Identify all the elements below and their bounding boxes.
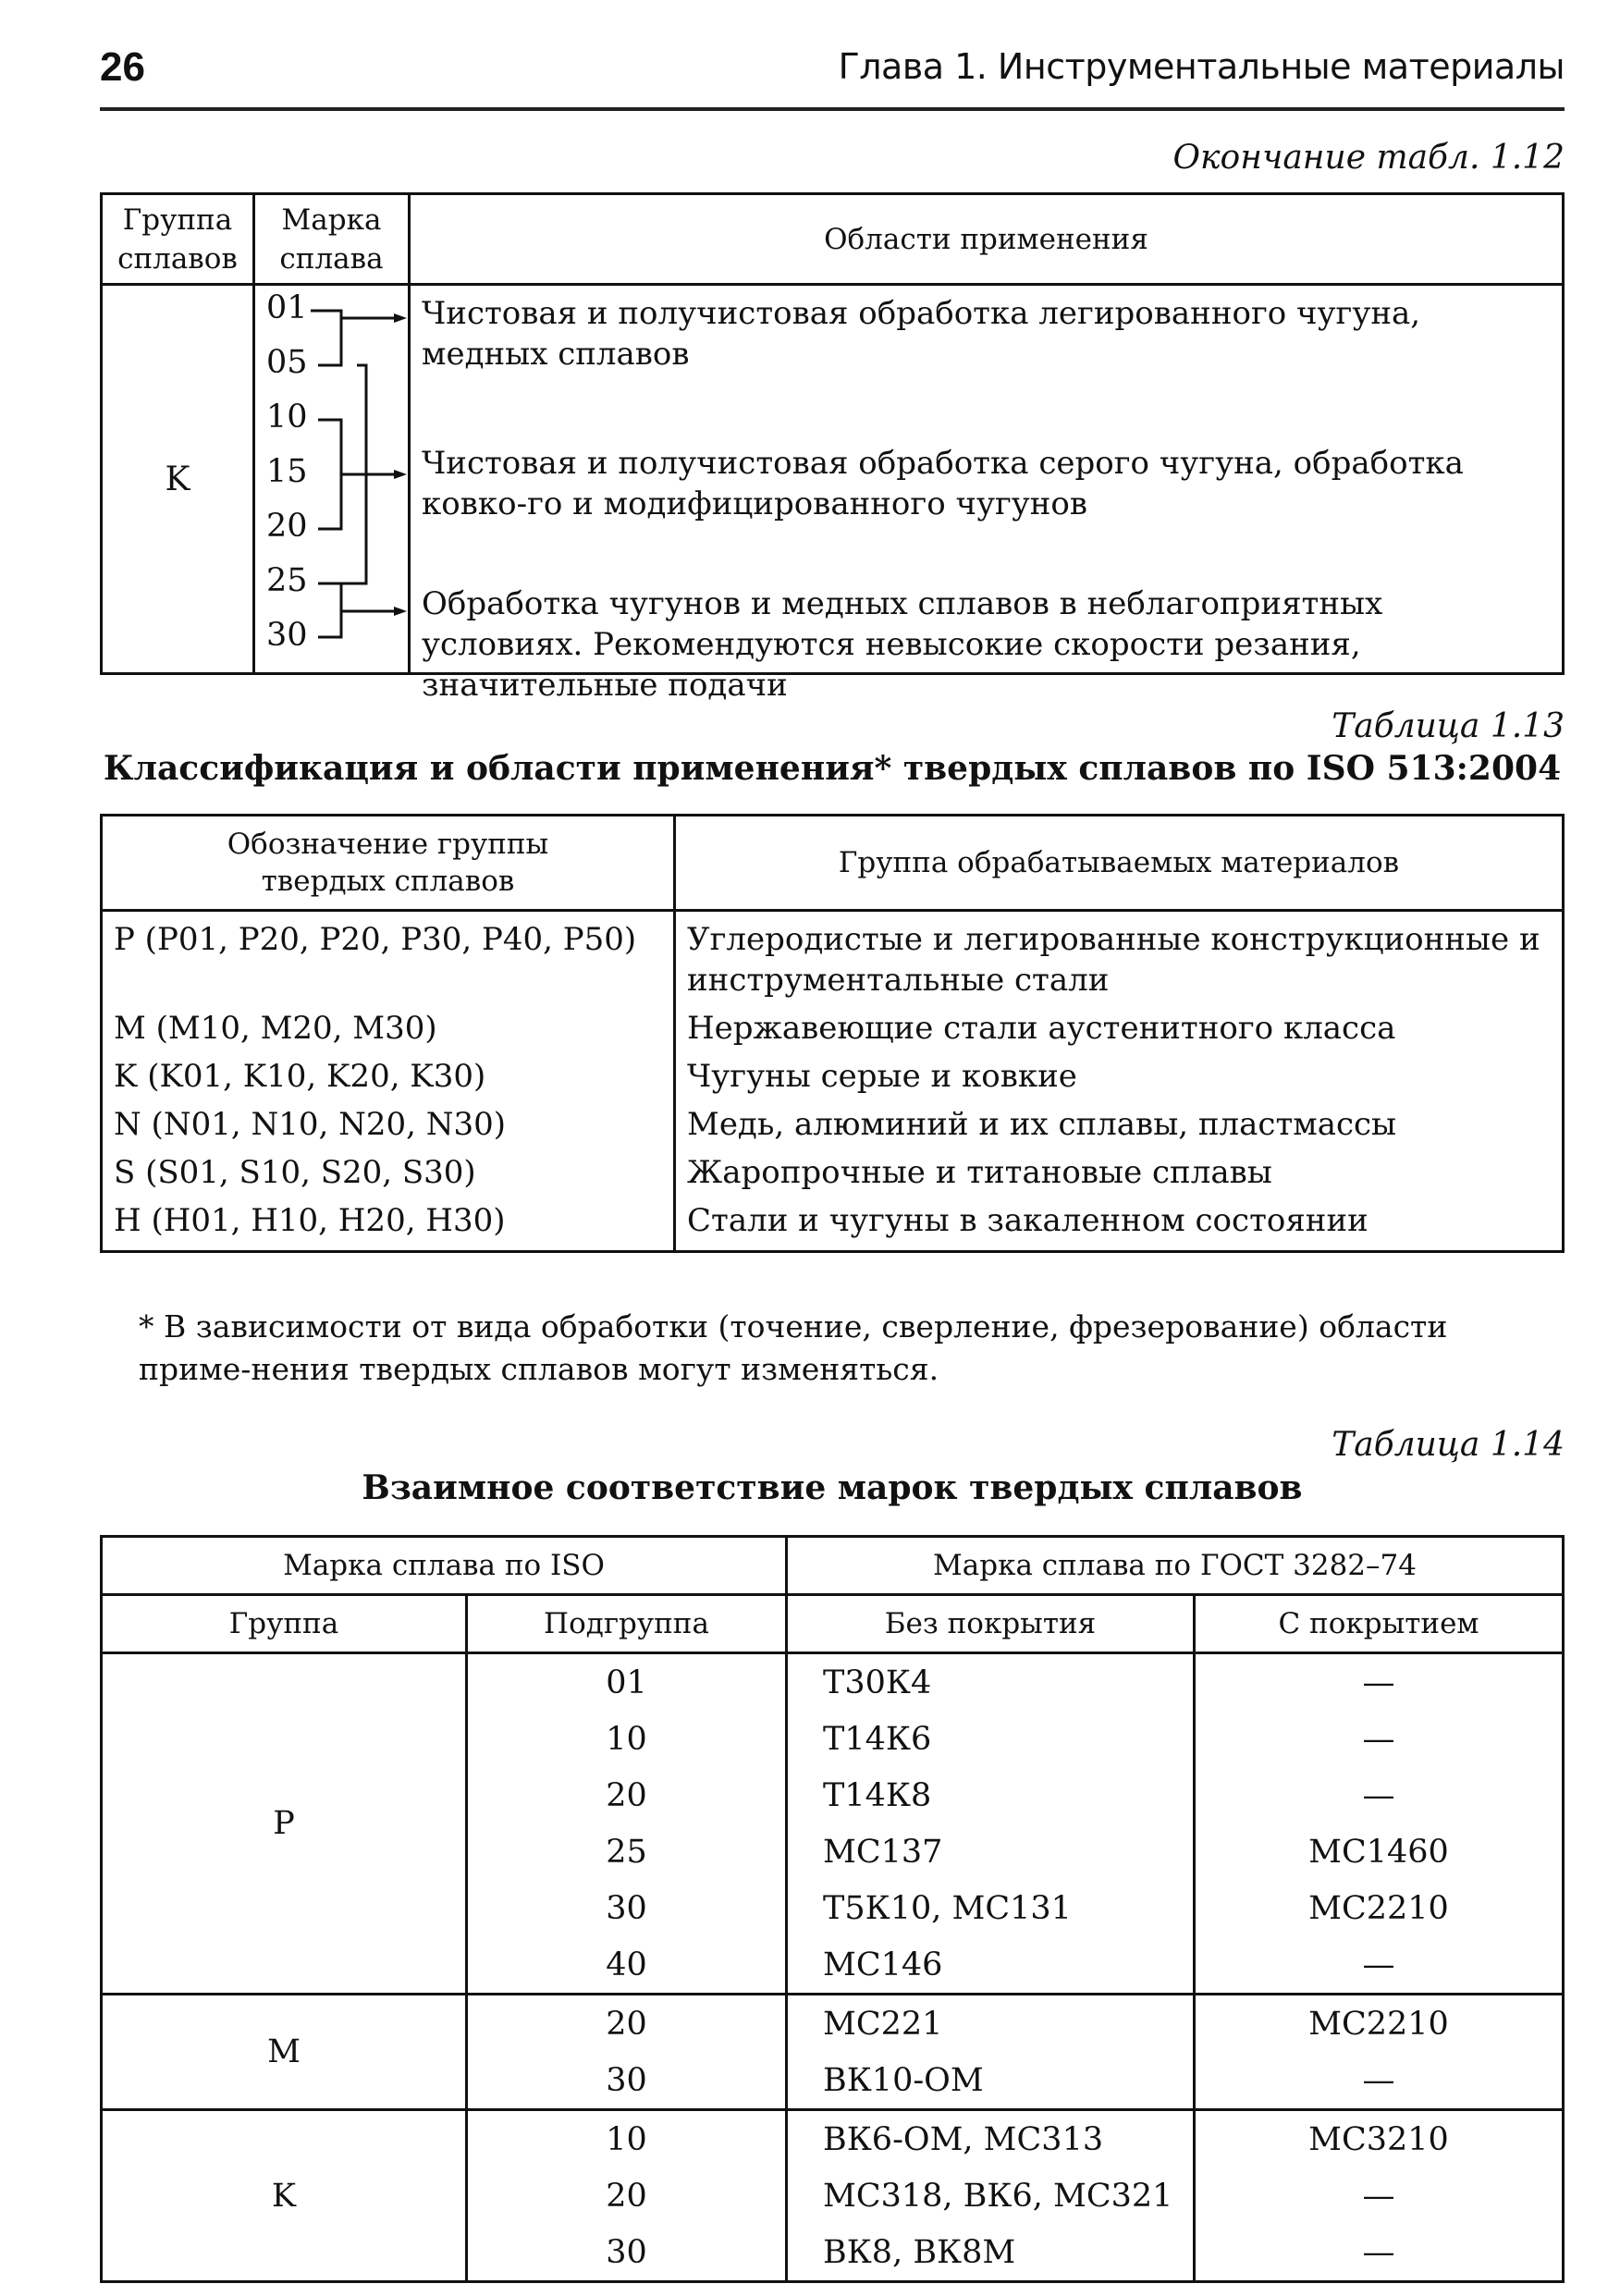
group-cell: P — [102, 1653, 467, 1995]
uncoated-grade: МС137 — [787, 1823, 1195, 1880]
group-cell: K — [102, 285, 254, 674]
table-1-13-footnote: * В зависимости от вида обработки (точение, сверление, фрезерование) области приме-нения твердых сплавов могут изменяться. — [139, 1308, 1448, 1387]
table-header-row — [102, 194, 1564, 285]
subgroup-cell: 20 — [467, 2167, 787, 2224]
table-row — [102, 1052, 1564, 1100]
header-rule — [100, 107, 1565, 111]
grade-cell — [254, 285, 410, 674]
subgroup-cell: 10 — [467, 2110, 787, 2168]
application-text: Обработка чугунов и медных сплавов в неблагоприятных условиях. Рекомендуются невысокие скорости резания, значительные подачи — [422, 585, 1383, 704]
subgroup-cell: 25 — [467, 1823, 787, 1880]
coated-grade: МС3210 — [1195, 2110, 1564, 2168]
subgroup-cell: 30 — [467, 2224, 787, 2282]
column-header: Марка сплава — [254, 194, 410, 285]
table-row — [102, 285, 1564, 674]
coated-grade: — — [1195, 2224, 1564, 2282]
table-row — [102, 1653, 1564, 1712]
table-1-14-label: Таблица 1.14 — [1332, 1426, 1565, 1464]
table-1-13-label: Таблица 1.13 — [1332, 707, 1565, 745]
uncoated-grade: МС146 — [787, 1936, 1195, 1995]
uncoated-grade: ВК6-ОМ, МС313 — [787, 2110, 1195, 2168]
application-cell — [410, 285, 1564, 704]
coated-grade: — — [1195, 1936, 1564, 1995]
grade-label: 30 — [266, 617, 308, 654]
subgroup-cell: 20 — [467, 1767, 787, 1823]
coated-grade: — — [1195, 2052, 1564, 2110]
coated-grade: — — [1195, 1767, 1564, 1823]
uncoated-grade: МС221 — [787, 1995, 1195, 2053]
column-header: Группа обрабатываемых материалов — [675, 816, 1564, 911]
uncoated-grade: Т14К6 — [787, 1711, 1195, 1767]
subgroup-cell: 30 — [467, 1880, 787, 1936]
table-row — [102, 1197, 1564, 1252]
group-cell: M — [102, 1995, 467, 2110]
table-1-14 — [100, 1535, 1565, 2283]
column-header: Группа сплавов — [102, 194, 254, 285]
material-group: Медь, алюминий и их сплавы, пластмассы — [675, 1100, 1564, 1148]
group-designation: P (P01, P20, P20, P30, P40, P50) — [102, 911, 675, 1005]
table-1-12 — [100, 192, 1565, 704]
table-row — [102, 1148, 1564, 1197]
uncoated-grade: Т30К4 — [787, 1653, 1195, 1712]
column-header: Марка сплава по ISO — [102, 1537, 787, 1595]
group-cell: K — [102, 2110, 467, 2282]
grade-label: 20 — [266, 508, 308, 545]
uncoated-grade: МС318, ВК6, МС321 — [787, 2167, 1195, 2224]
table-1-13-title: Классификация и области применения* твердых сплавов по ISO 513:2004 — [103, 749, 1562, 788]
column-header: Без покрытия — [787, 1595, 1195, 1653]
uncoated-grade: Т14К8 — [787, 1767, 1195, 1823]
table-1-13 — [100, 814, 1565, 1253]
column-header: Обозначение группы твердых сплавов — [102, 816, 675, 911]
subgroup-cell: 30 — [467, 2052, 787, 2110]
column-header: Марка сплава по ГОСТ 3282–74 — [787, 1537, 1564, 1595]
chapter-title: Глава 1. Инструментальные материалы — [838, 46, 1565, 87]
uncoated-grade: ВК8, ВК8М — [787, 2224, 1195, 2282]
column-header: Подгруппа — [467, 1595, 787, 1653]
coated-grade: — — [1195, 1653, 1564, 1712]
application-text: Чистовая и получистовая обработка легированного чугуна, медных сплавов — [422, 295, 1421, 373]
coated-grade: МС2210 — [1195, 1995, 1564, 2053]
table-1-12-caption: Окончание табл. 1.12 — [1172, 139, 1565, 177]
table-header-row — [102, 1537, 1564, 1595]
material-group: Чугуны серые и ковкие — [675, 1052, 1564, 1100]
coated-grade: МС2210 — [1195, 1880, 1564, 1936]
subgroup-cell: 20 — [467, 1995, 787, 2053]
table-row — [102, 1004, 1564, 1052]
coated-grade: — — [1195, 1711, 1564, 1767]
material-group: Стали и чугуны в закаленном состоянии — [675, 1197, 1564, 1252]
table-subheader-row — [102, 1595, 1564, 1653]
group-designation: S (S01, S10, S20, S30) — [102, 1148, 675, 1197]
grade-label: 10 — [266, 399, 308, 436]
application-text: Чистовая и получистовая обработка серого чугуна, обработка ковко-го и модифицированного чугунов — [422, 445, 1464, 522]
material-group: Углеродистые и легированные конструкционные и инструментальные стали — [675, 911, 1564, 1005]
grade-label: 01 — [266, 289, 308, 326]
page-number: 26 — [100, 44, 145, 90]
subgroup-cell: 01 — [467, 1653, 787, 1712]
group-designation: K (K01, K10, K20, K30) — [102, 1052, 675, 1100]
column-header: Группа — [102, 1595, 467, 1653]
column-header: С покрытием — [1195, 1595, 1564, 1653]
uncoated-grade: Т5К10, МС131 — [787, 1880, 1195, 1936]
table-1-14-title: Взаимное соответствие марок твердых сплавов — [362, 1468, 1303, 1507]
table-row — [102, 911, 1564, 1005]
group-designation: N (N01, N10, N20, N30) — [102, 1100, 675, 1148]
table-header-row — [102, 816, 1564, 911]
group-designation: H (H01, H10, H20, H30) — [102, 1197, 675, 1252]
coated-grade: — — [1195, 2167, 1564, 2224]
material-group: Жаропрочные и титановые сплавы — [675, 1148, 1564, 1197]
column-header: Области применения — [410, 194, 1564, 285]
grade-label: 25 — [266, 562, 308, 599]
material-group: Нержавеющие стали аустенитного класса — [675, 1004, 1564, 1052]
table-row — [102, 1995, 1564, 2053]
grade-label: 05 — [266, 344, 308, 381]
subgroup-cell: 10 — [467, 1711, 787, 1767]
grade-bracket-lines — [255, 286, 411, 672]
group-designation: M (M10, M20, M30) — [102, 1004, 675, 1052]
table-row — [102, 2110, 1564, 2168]
coated-grade: МС1460 — [1195, 1823, 1564, 1880]
subgroup-cell: 40 — [467, 1936, 787, 1995]
grade-label: 15 — [266, 453, 308, 490]
uncoated-grade: ВК10-ОМ — [787, 2052, 1195, 2110]
table-row — [102, 1100, 1564, 1148]
